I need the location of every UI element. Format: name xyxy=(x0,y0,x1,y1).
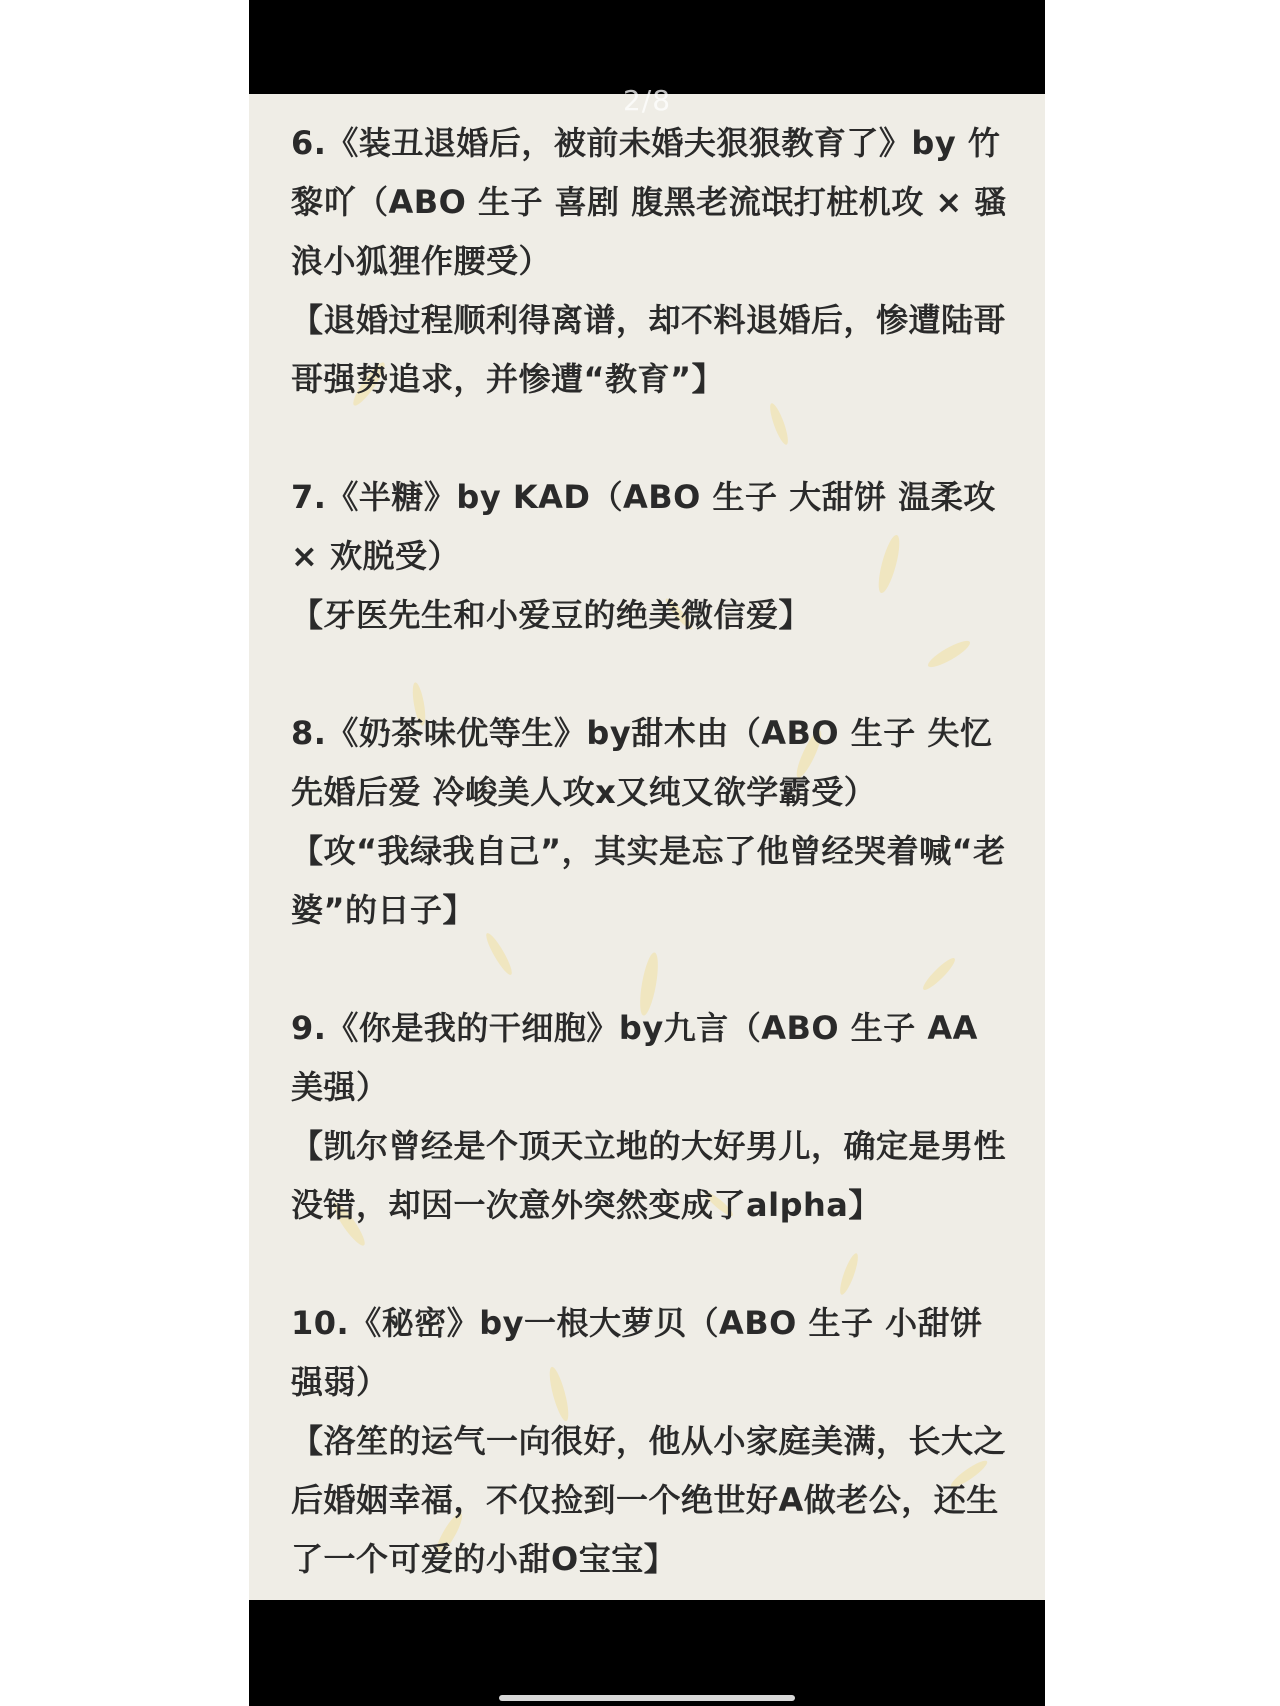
book-title-line: 7.《半糖》by KAD（ABO 生子 大甜饼 温柔攻 × 欢脱受） xyxy=(291,478,996,575)
page-counter: 2/8 xyxy=(622,84,672,117)
book-title-line: 9.《你是我的干细胞》by九言（ABO 生子 AA 美强） xyxy=(291,1009,978,1106)
photo-viewer xyxy=(249,0,1045,1706)
book-title-line: 8.《奶茶味优等生》by甜木由（ABO 生子 失忆 先婚后爱 冷峻美人攻x又纯又欲学霸受） xyxy=(291,714,993,811)
book-summary: 【牙医先生和小爱豆的绝美微信爱】 xyxy=(291,596,812,634)
book-title-line: 6.《装丑退婚后，被前未婚夫狠狠教育了》by 竹黎吖（ABO 生子 喜剧 腹黑老流氓打桩机攻 × 骚浪小狐狸作腰受） xyxy=(291,124,1007,280)
book-entry-10 xyxy=(291,1294,1013,1589)
book-entry-6 xyxy=(291,114,1013,409)
book-summary: 【攻“我绿我自己”，其实是忘了他曾经哭着喊“老婆”的日子】 xyxy=(291,832,1006,929)
book-summary: 【凯尔曾经是个顶天立地的大好男儿，确定是男性没错，却因一次意外突然变成了alpha】 xyxy=(291,1127,1007,1224)
book-title-line: 10.《秘密》by一根大萝贝（ABO 生子 小甜饼 强弱） xyxy=(291,1304,983,1401)
book-list-image[interactable] xyxy=(249,94,1045,1600)
book-entry-8 xyxy=(291,704,1013,940)
book-entry-7 xyxy=(291,468,1013,645)
book-summary: 【洛笙的运气一向很好，他从小家庭美满，长大之后婚姻幸福，不仅捡到一个绝世好A做老公，还生了一个可爱的小甜O宝宝】 xyxy=(291,1422,1007,1578)
book-entry-9 xyxy=(291,999,1013,1235)
home-indicator[interactable] xyxy=(499,1695,795,1701)
book-summary: 【退婚过程顺利得离谱，却不料退婚后，惨遭陆哥哥强势追求，并惨遭“教育”】 xyxy=(291,301,1007,398)
